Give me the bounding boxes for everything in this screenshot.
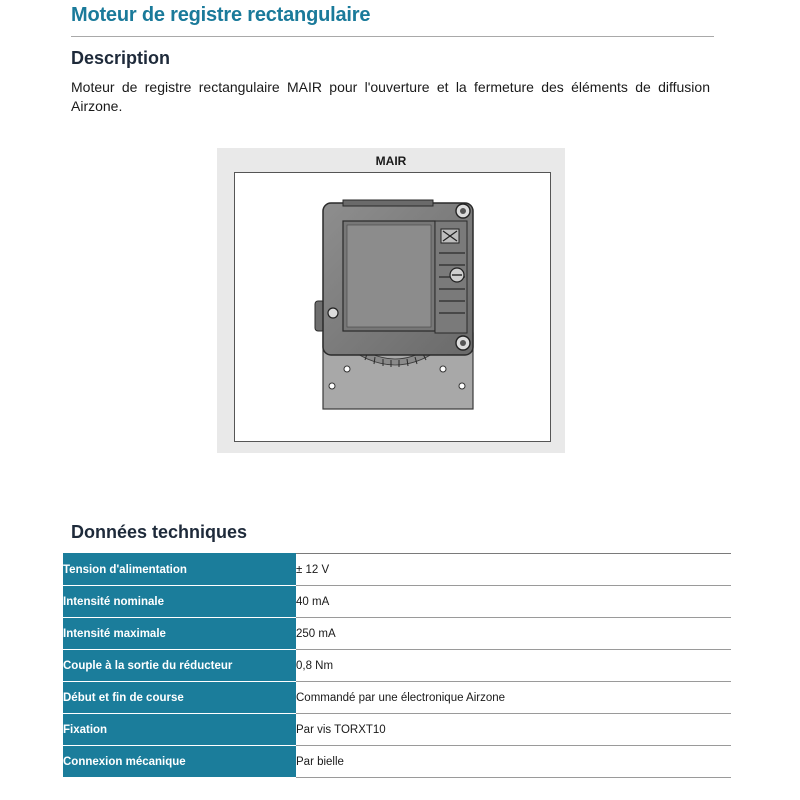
- technical-data-table: [63, 553, 731, 778]
- spec-value: ± 12 V: [296, 554, 731, 586]
- product-figure: [217, 148, 565, 453]
- spec-value: 0,8 Nm: [296, 650, 731, 682]
- spec-label: Couple à la sortie du réducteur: [63, 650, 296, 682]
- table-row: [63, 682, 731, 714]
- description-heading: Description: [71, 48, 171, 68]
- technical-data-heading: Données techniques: [71, 522, 248, 542]
- spec-label: Connexion mécanique: [63, 746, 296, 778]
- title-divider: [71, 36, 714, 37]
- spec-label: Intensité maximale: [63, 618, 296, 650]
- table-row: [63, 586, 731, 618]
- spec-label: Début et fin de course: [63, 682, 296, 714]
- figure-image-box: [234, 172, 551, 442]
- table-row: [63, 714, 731, 746]
- damper-motor-image: [235, 173, 550, 441]
- spec-value: 250 mA: [296, 618, 731, 650]
- spec-value: 40 mA: [296, 586, 731, 618]
- table-row: [63, 746, 731, 778]
- spec-value: Par bielle: [296, 746, 731, 778]
- spec-label: Fixation: [63, 714, 296, 746]
- figure-label: MAIR: [375, 154, 407, 168]
- spec-value: Commandé par une électronique Airzone: [296, 682, 731, 714]
- table-row: [63, 554, 731, 586]
- spec-label: Tension d'alimentation: [63, 554, 296, 586]
- table-row: [63, 618, 731, 650]
- spec-value: Par vis TORXT10: [296, 714, 731, 746]
- table-row: [63, 650, 731, 682]
- spec-label: Intensité nominale: [63, 586, 296, 618]
- page-title: Moteur de registre rectangulaire: [71, 4, 371, 26]
- description-text: Moteur de registre rectangulaire MAIR pour l'ouverture et la fermeture des éléments de diffusion Airzone.: [71, 79, 710, 114]
